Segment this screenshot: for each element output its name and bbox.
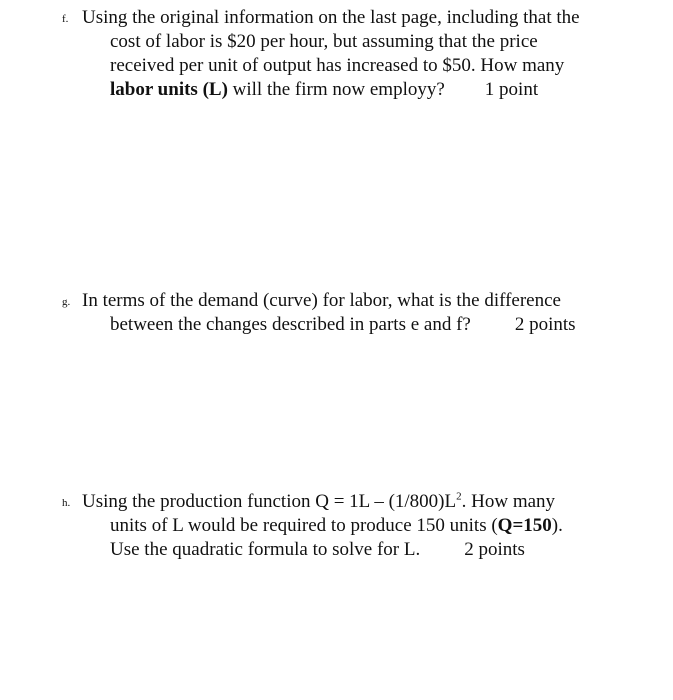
question-h-label: h. bbox=[62, 497, 71, 509]
question-g-points: 2 points bbox=[514, 314, 576, 335]
question-h-line-2 bbox=[62, 514, 622, 538]
question-f-line-4-text: will the firm now employy? bbox=[227, 79, 445, 100]
question-h-line-2-end: ). bbox=[551, 515, 563, 536]
question-g bbox=[62, 289, 622, 337]
question-f-line-4 bbox=[62, 78, 622, 102]
question-f-line-3: received per unit of output has increased to $50. How many bbox=[110, 55, 565, 76]
question-f-bold-term: labor units (L) bbox=[110, 79, 228, 100]
question-f-line-2: cost of labor is $20 per hour, but assuming that the price bbox=[110, 31, 538, 52]
question-g-line-2 bbox=[62, 313, 622, 337]
question-h-exponent: 2 bbox=[456, 490, 462, 503]
question-h-line-3-text: Use the quadratic formula to solve for L. bbox=[110, 539, 421, 560]
question-h-points: 2 points bbox=[464, 539, 525, 560]
question-h bbox=[62, 490, 622, 562]
question-h-line-1-end: . How many bbox=[461, 491, 556, 512]
question-g-line-1: In terms of the demand (curve) for labor, what is the difference bbox=[82, 290, 561, 311]
question-h-line-3 bbox=[62, 538, 622, 562]
question-h-bold-term: Q=150 bbox=[497, 515, 552, 536]
question-h-line-1-text: Using the production function Q = 1L – (1/800)L bbox=[82, 491, 457, 512]
question-h-line-2-text: units of L would be required to produce 150 units ( bbox=[110, 515, 498, 536]
question-g-label: g. bbox=[62, 296, 71, 308]
question-f-label: f. bbox=[62, 13, 69, 25]
question-f bbox=[62, 6, 622, 102]
question-f-line-1: Using the original information on the last page, including that the bbox=[82, 7, 580, 28]
question-h-line-1 bbox=[62, 490, 622, 514]
question-f-points: 1 point bbox=[484, 79, 539, 100]
question-g-line-2-text: between the changes described in parts e and f? bbox=[110, 314, 471, 335]
